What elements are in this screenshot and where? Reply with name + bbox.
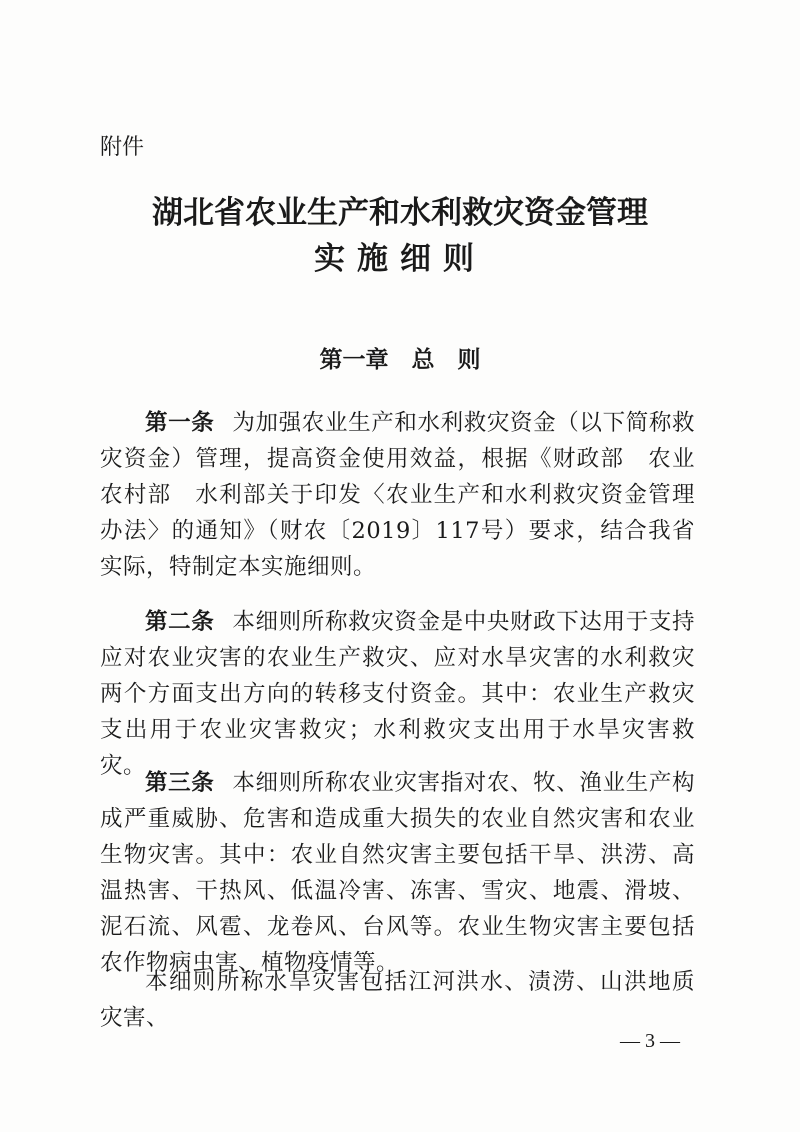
article-1-text: 为加强农业生产和水利救灾资金（以下简称救灾资金）管理，提高资金使用效益，根据《财政部 农业农村部 水利部关于印发〈农业生产和水利救灾资金管理办法〉的通知》（财农〔2019〕117号）要求，结合我省实际，特制定本实施细则。 [100,410,695,580]
paragraph-water-disasters [100,964,695,1036]
article-2-text: 本细则所称救灾资金是中央财政下达用于支持应对农业灾害的农业生产救灾、应对水旱灾害的水利救灾两个方面支出方向的转移支付资金。其中：农业生产救灾支出用于农业灾害救灾；水利救灾支出用于水旱灾害救灾。 [100,609,695,779]
article-1-label: 第一条 [145,410,215,436]
attachment-label: 附件 [100,135,145,160]
document-title-line1: 湖北省农业生产和水利救灾资金管理 [152,195,648,231]
article-3-text: 本细则所称农业灾害指对农、牧、渔业生产构成严重威胁、危害和造成重大损失的农业自然灾害和农业生物灾害。其中：农业自然灾害主要包括干旱、洪涝、高温热害、干热风、低温冷害、冻害、雪灾、地震、滑坡、泥石流、风雹、龙卷风、台风等。农业生物灾害主要包括农作物病虫害、植物疫情等。 [100,770,695,976]
article-1 [100,405,695,585]
page-number: — 3 — [620,1030,680,1052]
paragraph-water-disasters-text: 本细则所称水旱灾害包括江河洪水、渍涝、山洪地质灾害、 [100,969,695,1031]
article-3 [100,765,695,981]
article-3-label: 第三条 [145,770,215,796]
article-2 [100,604,695,784]
chapter-heading: 第一章 总 则 [319,346,481,373]
article-2-label: 第二条 [145,609,215,635]
document-title-line2: 实施细则 [314,241,486,277]
